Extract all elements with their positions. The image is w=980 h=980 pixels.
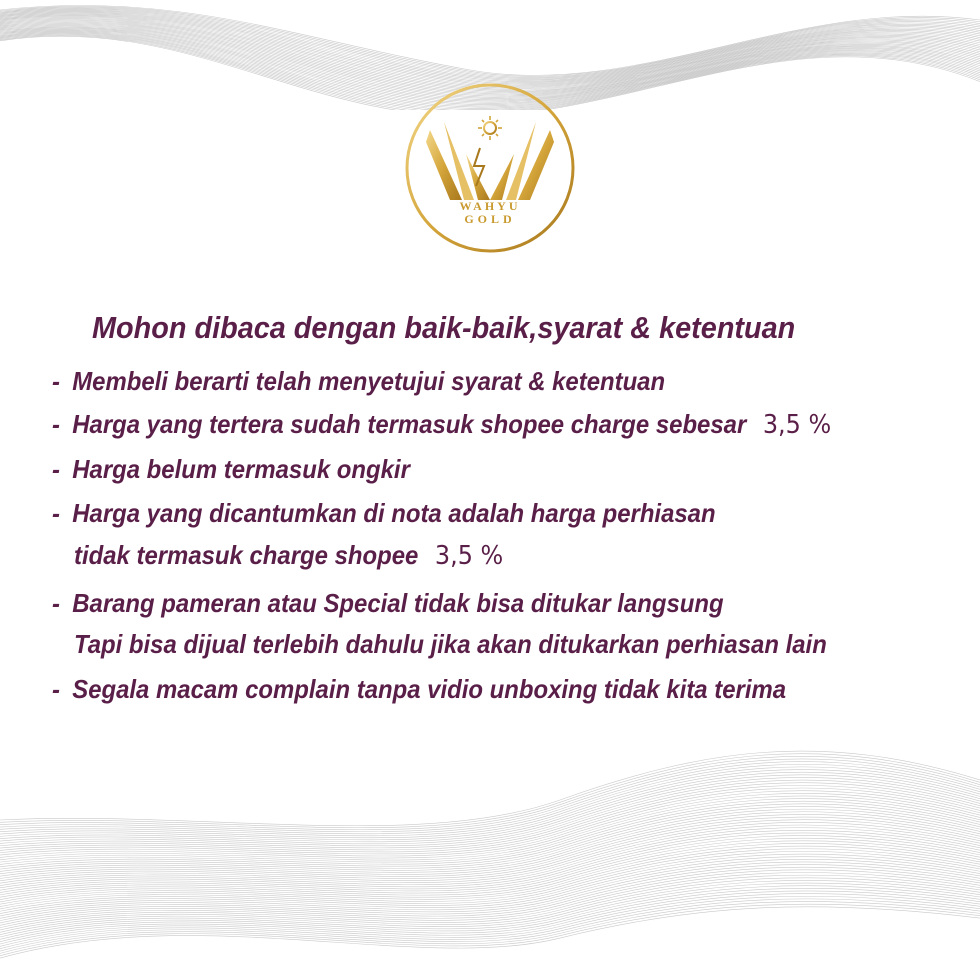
page-heading: Mohon dibaca dengan baik-baik,syarat & ketentuan — [92, 310, 796, 345]
rule-text: Harga yang dicantumkan di nota adalah harga perhiasan — [72, 498, 716, 528]
rule-item: - Harga belum termasuk ongkir — [52, 454, 410, 484]
rule-item: - Harga yang tertera sudah termasuk shopee charge sebesar 3,5 % — [52, 409, 832, 440]
rule-text: Barang pameran atau Special tidak bisa ditukar langsung — [72, 588, 724, 618]
rule-continuation — [74, 540, 503, 571]
rule-item: - Barang pameran atau Special tidak bisa ditukar langsung — [52, 588, 724, 618]
rule-text: tidak termasuk charge shopee — [74, 540, 419, 570]
rule-item: - Membeli berarti telah menyetujui syarat & ketentuan — [52, 366, 666, 396]
rule-text: Membeli berarti telah menyetujui syarat & ketentuan — [72, 366, 666, 396]
percent-value: 3,5 % — [762, 410, 832, 440]
rule-item: - Harga yang dicantumkan di nota adalah harga perhiasan — [52, 498, 716, 528]
svg-text:WAHYU: WAHYU — [459, 199, 521, 213]
svg-text:GOLD: GOLD — [464, 212, 516, 226]
rule-item: - Segala macam complain tanpa vidio unboxing tidak kita terima — [52, 674, 787, 704]
percent-value: 3,5 % — [434, 541, 504, 571]
rule-text: Segala macam complain tanpa vidio unboxing tidak kita terima — [72, 674, 787, 704]
rule-text: Harga belum termasuk ongkir — [72, 454, 410, 484]
rule-text: Harga yang tertera sudah termasuk shopee charge sebesar — [72, 409, 747, 439]
rule-continuation — [74, 629, 827, 660]
rule-text: Tapi bisa dijual terlebih dahulu jika akan ditukarkan perhiasan lain — [74, 629, 827, 659]
